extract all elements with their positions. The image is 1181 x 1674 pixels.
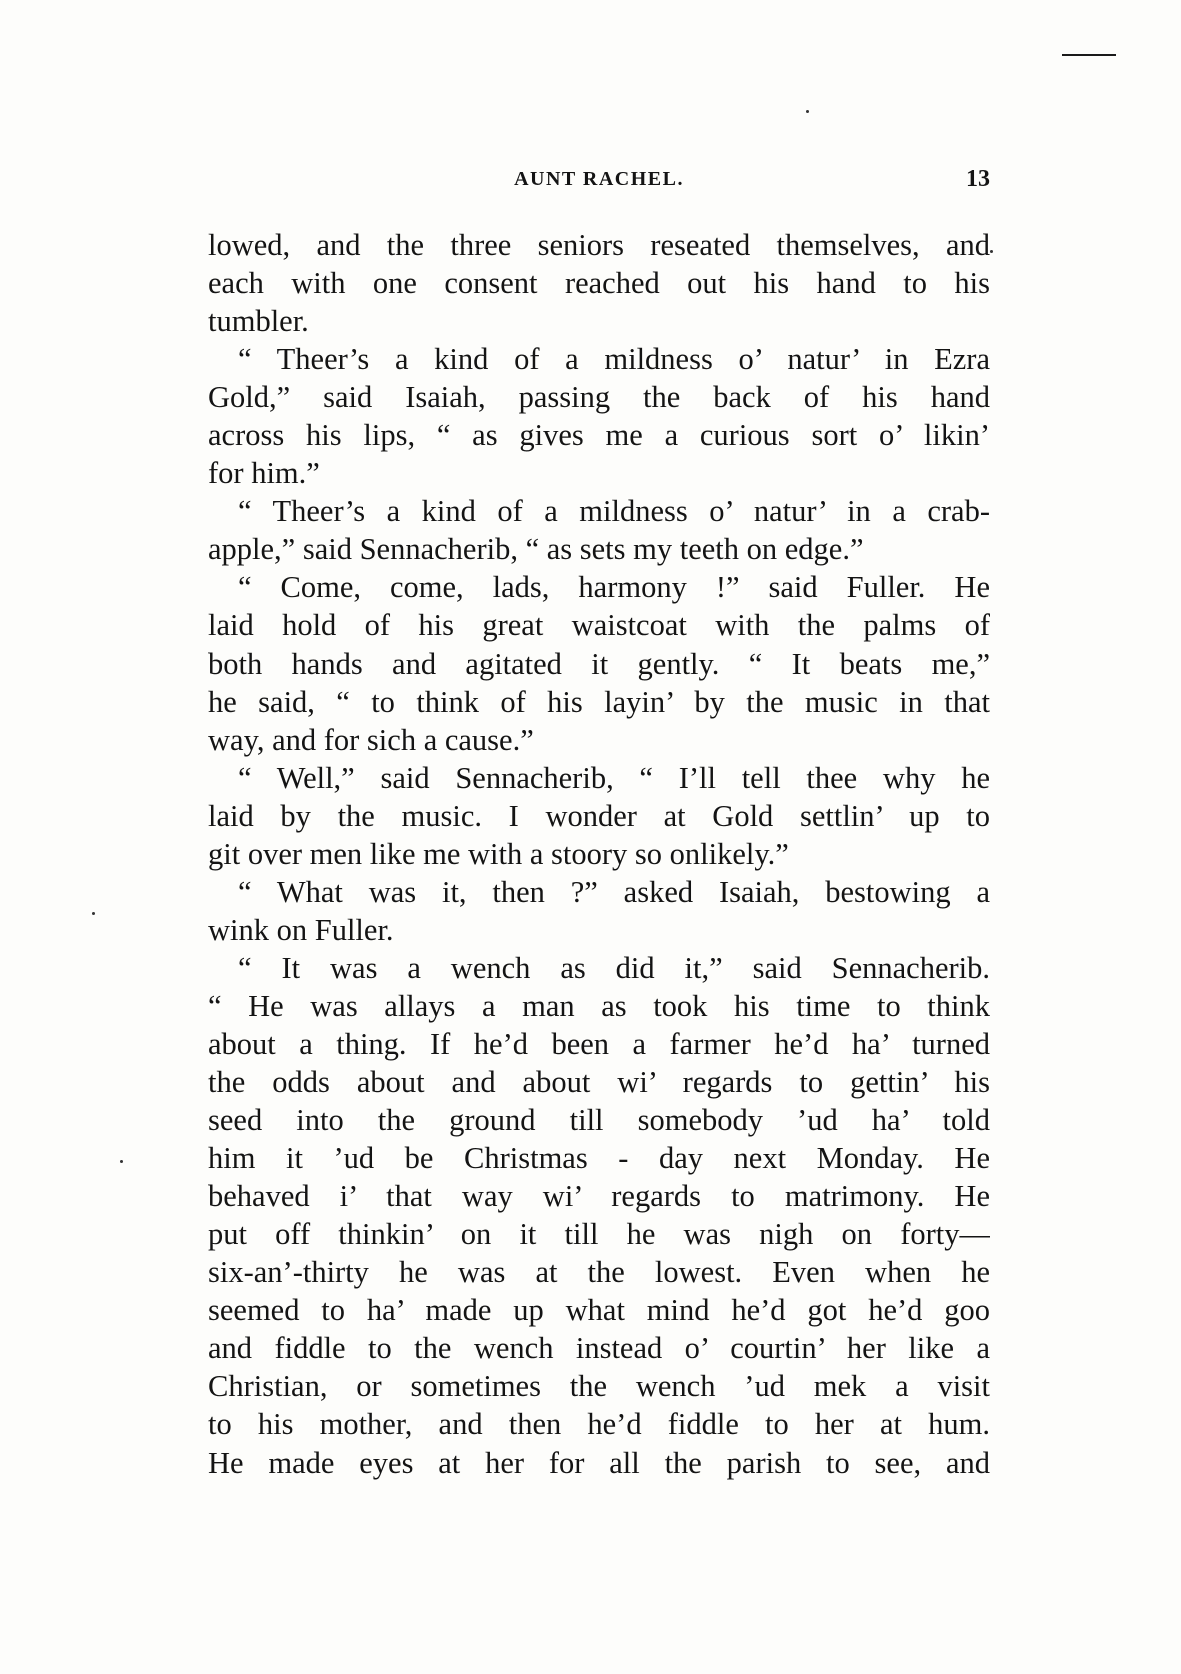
- text-line: “ What was it, then ?” asked Isaiah, bestowing a: [238, 874, 990, 909]
- text-line: six-an’-thirty he was at the lowest. Even when he: [208, 1255, 990, 1290]
- text-line: “ Well,” said Sennacherib, “ I’ll tell thee why he: [238, 760, 990, 795]
- text-line: He made eyes at her for all the parish to see, and: [208, 1445, 990, 1480]
- text-line: lowed, and the three seniors reseated themselves, and: [208, 228, 990, 262]
- ink-speck: [120, 1160, 123, 1163]
- text-line: laid by the music. I wonder at Gold settlin’ up to: [208, 798, 990, 833]
- text-line: about a thing. If he’d been a farmer he’d ha’ turned: [208, 1026, 990, 1061]
- text-line: laid hold of his great waistcoat with the palms of: [208, 608, 990, 643]
- page-number: 13: [966, 166, 990, 192]
- text-line: apple,” said Sennacherib, “ as sets my teeth on edge.”: [208, 532, 864, 567]
- text-line: each with one consent reached out his hand to his: [208, 266, 990, 301]
- running-head: [208, 168, 990, 204]
- text-line: Christian, or sometimes the wench ’ud mek a visit: [208, 1369, 990, 1404]
- text-line: “ Come, come, lads, harmony !” said Fuller. He: [238, 570, 990, 605]
- text-line: the odds about and about wi’ regards to gettin’ his: [208, 1065, 990, 1100]
- text-line: across his lips, “ as gives me a curious sort o’ likin’: [208, 418, 990, 453]
- text-line: seemed to ha’ made up what mind he’d got he’d goo: [208, 1293, 990, 1328]
- text-line: him it ’ud be Christmas - day next Monday. He: [208, 1141, 990, 1176]
- ink-speck: [806, 110, 809, 113]
- body-text: [208, 226, 990, 1482]
- text-line: to his mother, and then he’d fiddle to her at hum.: [208, 1407, 990, 1442]
- corner-rule: [1062, 54, 1116, 56]
- ink-speck: [92, 912, 95, 915]
- text-line: put off thinkin’ on it till he was nigh on forty—: [208, 1217, 990, 1252]
- running-title: AUNT RACHEL.: [514, 168, 684, 190]
- text-line: Gold,” said Isaiah, passing the back of his hand: [208, 380, 990, 415]
- text-line: “ It was a wench as did it,” said Sennacherib.: [238, 950, 990, 985]
- text-line: “ He was allays a man as took his time to think: [208, 988, 990, 1023]
- text-line: “ Theer’s a kind of a mildness o’ natur’ in Ezra: [238, 342, 990, 377]
- text-line: behaved i’ that way wi’ regards to matrimony. He: [208, 1179, 990, 1214]
- text-line: for him.”: [208, 456, 320, 491]
- text-line: wink on Fuller.: [208, 912, 394, 947]
- text-line: tumbler.: [208, 304, 309, 339]
- text-line: and fiddle to the wench instead o’ courtin’ her like a: [208, 1331, 990, 1366]
- text-line: “ Theer’s a kind of a mildness o’ natur’ in a crab-: [238, 494, 990, 529]
- text-line: seed into the ground till somebody ’ud ha’ told: [208, 1103, 990, 1138]
- text-line: both hands and agitated it gently. “ It beats me,”: [208, 646, 990, 681]
- text-line: git over men like me with a stoory so onlikely.”: [208, 836, 789, 871]
- text-line: he said, “ to think of his layin’ by the music in that: [208, 684, 990, 719]
- text-line: way, and for sich a cause.”: [208, 722, 534, 757]
- ink-speck: [990, 250, 993, 253]
